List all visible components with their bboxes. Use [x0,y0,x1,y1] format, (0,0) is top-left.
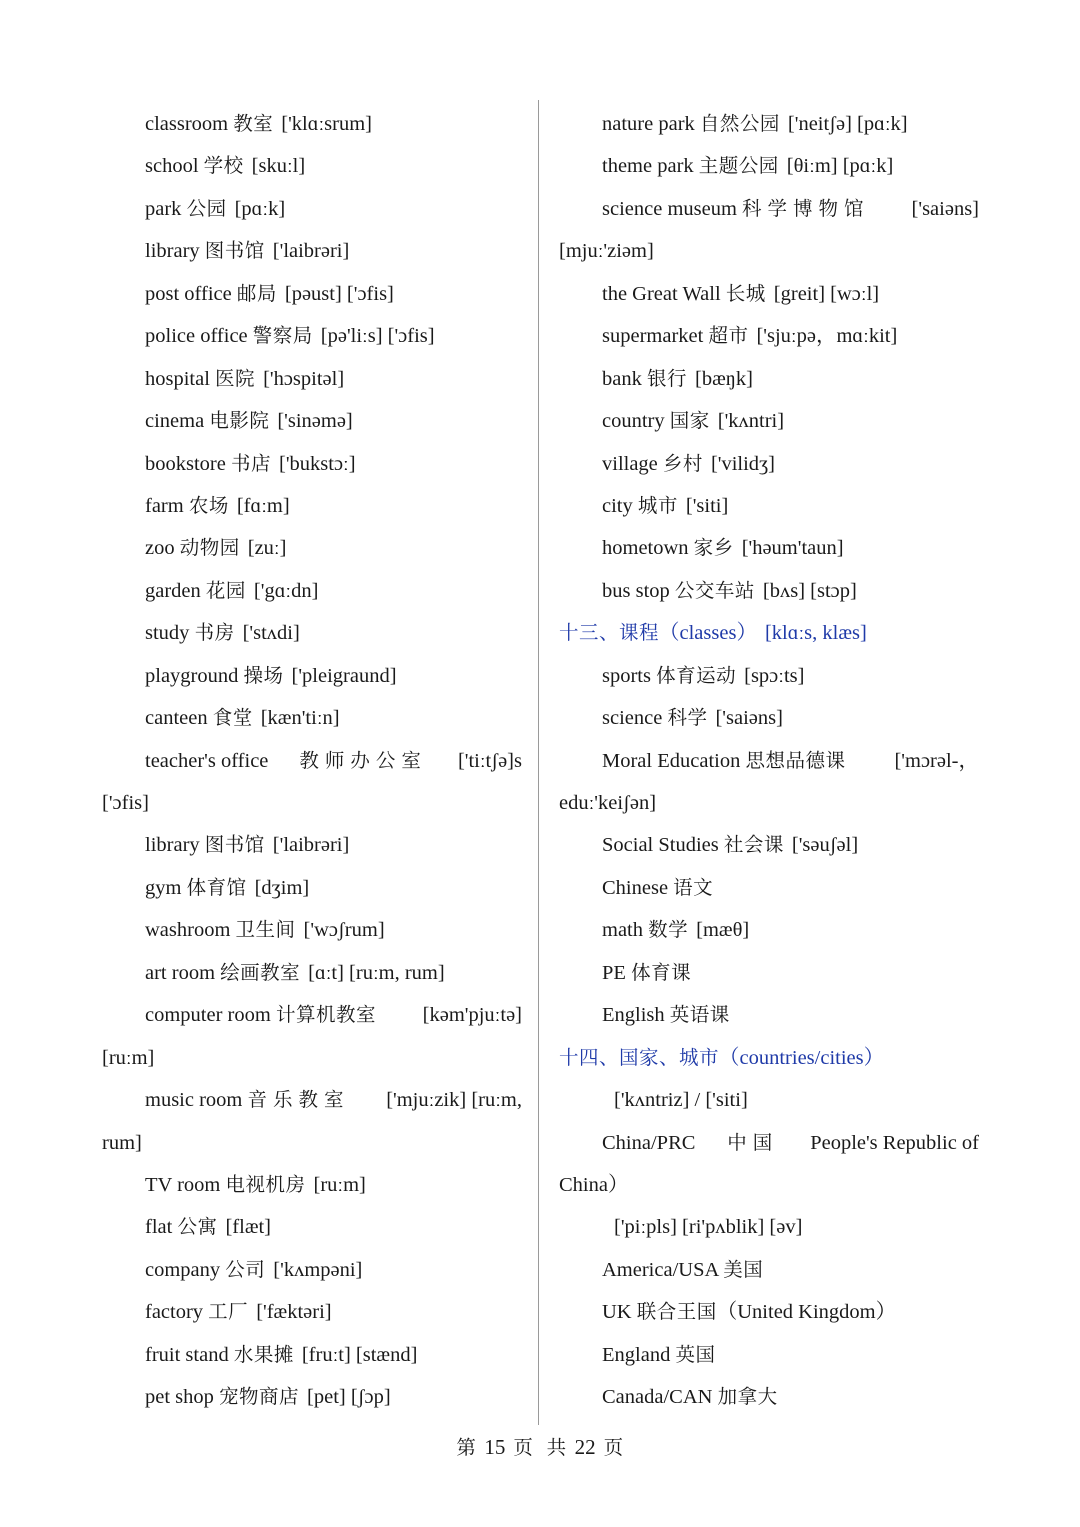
vocab-entry: English 英语课 [602,1003,730,1027]
vocab-entry: bus stop 公交车站 [bʌs] [stɔp] [602,578,857,602]
vocab-entry: fruit stand 水果摊 [fruːt] [stænd] [145,1342,418,1366]
vocab-entry: supermarket 超市 ['sjuːpə，mɑːkit] [602,324,898,348]
vocab-entry: Chinese 语文 [602,875,714,899]
vocab-entry: park 公园 [pɑːk] [145,196,286,220]
vocab-entry: art room 绘画教室 [ɑːt] [ruːm, rum] [145,960,445,984]
section-heading-classes: 十三、课程（classes） [klɑːs, klæs] [559,621,867,645]
vocab-entry: flat 公寓 [flæt] [145,1215,272,1239]
vocab-entry: classroom 教室 ['klɑːsrum] [145,112,372,135]
vocab-entry: computer room 计算机教室 [kəm'pjuːtə] [145,1003,522,1027]
vocab-entry-continuation: [mjuː'ziəm] [559,240,654,263]
vocab-entry: company 公司 ['kʌmpəni] [145,1257,363,1281]
vocab-entry: gym 体育馆 [dʒim] [145,875,310,899]
vocab-entry: city 城市 ['siti] [602,493,729,517]
vocab-entry: theme park 主题公园 [θiːm] [pɑːk] [602,154,894,178]
vocab-entry: village 乡村 ['vilidʒ] [602,451,775,475]
vocab-entry: hospital 医院 ['hɔspitəl] [145,366,345,390]
vocab-entry: garden 花园 ['gɑːdn] [145,578,319,602]
vocab-entry: teacher's office 教师办公室 ['tiːtʃə]s [145,748,522,772]
vocab-entry: the Great Wall 长城 [greit] [wɔːl] [602,281,880,305]
vocab-entry: police office 警察局 [pə'liːs] ['ɔfis] [145,324,435,348]
vocab-entry: playground 操场 ['pleigraund] [145,663,397,687]
vocab-entry: pet shop 宠物商店 [pet] [ʃɔp] [145,1385,391,1409]
vocab-entry: library 图书馆 ['laibrəri] [145,833,350,857]
right-column [559,103,979,1419]
vocab-entry: nature park 自然公园 ['neitʃə] [pɑːk] [602,112,908,135]
vocab-entry: farm 农场 [fɑːm] [145,493,290,517]
vocab-entry-phonetic: ['piːpls] [ri'pʌblik] [əv] [614,1216,803,1239]
vocab-entry-continuation: ['ɔfis] [102,792,149,814]
vocab-entry: zoo 动物园 [zuː] [145,536,287,560]
vocab-entry: America/USA 美国 [602,1257,764,1281]
vocab-entry: PE 体育课 [602,960,692,984]
vocab-entry: washroom 卫生间 ['wɔʃrum] [145,918,385,942]
vocab-entry: Social Studies 社会课 ['səuʃəl] [602,833,859,857]
vocab-entry: UK 联合王国（United Kingdom） [602,1300,897,1324]
vocab-entry: science 科学 ['saiəns] [602,706,783,730]
vocab-entry-continuation: [ruːm] [102,1046,155,1069]
section-heading-phonetic: ['kʌntriz] / ['siti] [614,1089,748,1112]
vocab-entry-continuation: eduː'keiʃən] [559,792,657,814]
vocab-entry-continuation: rum] [102,1131,142,1154]
page-footer: 第 15 页 共 22 页 [456,1435,624,1459]
vocab-entry: England 英国 [602,1342,716,1366]
vocab-entry: TV room 电视机房 [ruːm] [145,1172,366,1196]
vocab-entry: bookstore 书店 ['bukstɔː] [145,451,356,475]
vocab-entry: country 国家 ['kʌntri] [602,409,785,433]
vocab-entry: post office 邮局 [pəust] ['ɔfis] [145,281,394,305]
vocab-entry: canteen 食堂 [kæn'tiːn] [145,706,340,730]
left-column [102,103,522,1419]
vocab-entry: Moral Education 思想品德课 ['mɔrəl-， [602,748,979,772]
vocab-entry: math 数学 [mæθ] [602,918,750,942]
section-heading-countries: 十四、国家、城市（countries/cities） [559,1045,885,1069]
vocab-entry: China/PRC 中国 People's Republic of [602,1130,979,1154]
vocab-entry: science museum 科学博物馆 ['saiəns] [602,196,979,220]
vocab-entry: study 书房 ['stʌdi] [145,621,300,645]
vocab-entry: cinema 电影院 ['sinəmə] [145,409,353,433]
vocab-entry: school 学校 [skuːl] [145,154,306,178]
vocab-entry: music room 音乐教室 ['mjuːzik] [ruːm, [145,1088,522,1112]
column-divider [538,100,539,1425]
vocab-entry: bank 银行 [bæŋk] [602,366,753,390]
vocab-entry-continuation: China） [559,1173,629,1196]
vocab-entry: sports 体育运动 [spɔːts] [602,663,805,687]
vocab-entry: factory 工厂 ['fæktəri] [145,1300,332,1324]
vocab-entry: library 图书馆 ['laibrəri] [145,239,350,263]
vocab-entry: hometown 家乡 ['həum'taun] [602,536,844,560]
vocab-entry: Canada/CAN 加拿大 [602,1385,778,1409]
